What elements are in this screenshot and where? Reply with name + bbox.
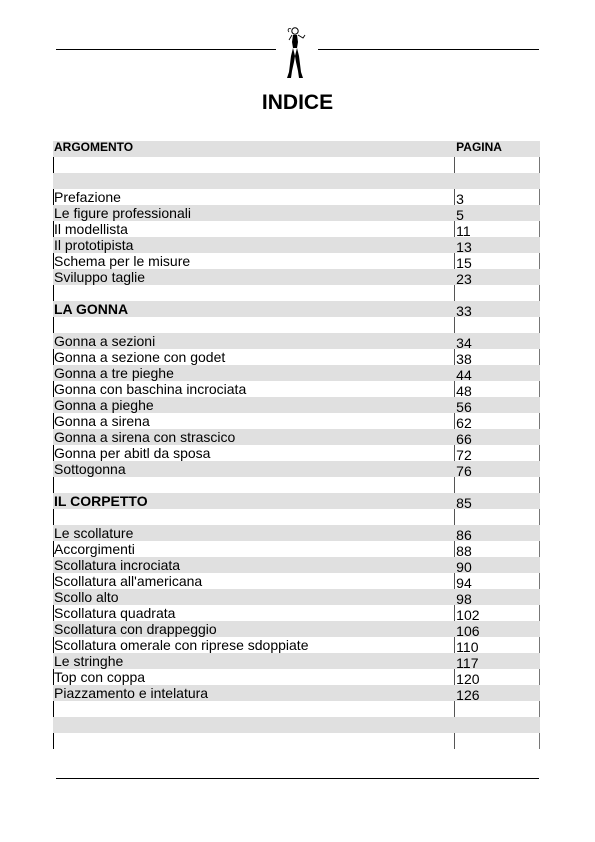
row-pagina: 126: [456, 687, 480, 701]
row-pagina: 13: [456, 239, 472, 253]
row-pagina: 11: [456, 223, 471, 237]
row-pagina: 117: [456, 655, 479, 669]
row-argomento: Gonna a tre pieghe: [54, 365, 174, 381]
table-row: [53, 701, 540, 717]
table-row: [53, 461, 540, 477]
index-table: [53, 141, 540, 749]
column-header-argomento: ARGOMENTO: [54, 141, 134, 154]
table-row: [53, 221, 540, 237]
row-argomento: Scollatura con drappeggio: [54, 621, 217, 637]
row-pagina: 33: [456, 303, 472, 317]
table-row: [53, 685, 540, 701]
table-row: [53, 285, 540, 301]
table-row: [53, 557, 540, 573]
table-header-row: [53, 141, 540, 157]
row-pagina: [454, 173, 540, 189]
table-row: [53, 605, 540, 621]
row-argomento: [53, 717, 454, 733]
page-title: INDICE: [261, 91, 334, 114]
row-pagina: 94: [456, 575, 472, 589]
table-row: [53, 653, 540, 669]
fashion-figure-icon: [281, 26, 309, 80]
row-argomento: Schema per le misure: [54, 253, 191, 269]
table-row: [53, 189, 540, 205]
row-pagina: 102: [456, 607, 480, 621]
row-pagina: 106: [456, 623, 480, 637]
row-argomento: Piazzamento e intelatura: [54, 685, 209, 701]
table-row: [53, 509, 540, 525]
table-row: [53, 541, 540, 557]
row-pagina: [454, 701, 540, 717]
row-argomento: Accorgimenti: [54, 541, 135, 557]
row-pagina: 76: [456, 463, 472, 477]
table-row: [53, 237, 540, 253]
row-pagina: [454, 157, 540, 173]
row-pagina: 62: [456, 415, 472, 429]
row-argomento: [53, 157, 454, 173]
table-row: [53, 333, 540, 349]
table-row: [53, 205, 540, 221]
row-pagina: 90: [456, 559, 472, 573]
table-row: [53, 173, 540, 189]
row-argomento: Sottogonna: [54, 461, 126, 477]
row-pagina: 120: [456, 671, 480, 685]
row-argomento: Scollatura incrociata: [54, 557, 181, 573]
row-pagina: 72: [456, 447, 472, 461]
row-argomento: Gonna a sirena: [54, 413, 150, 429]
row-pagina: 34: [456, 335, 472, 349]
row-pagina: 3: [456, 191, 464, 205]
row-argomento: [53, 477, 454, 493]
table-row: [53, 381, 540, 397]
row-argomento: Le stringhe: [54, 653, 124, 669]
row-argomento: LA GONNA: [54, 301, 129, 317]
row-pagina: 88: [456, 543, 472, 557]
row-argomento: Il prototipista: [54, 237, 134, 253]
row-pagina: 66: [456, 431, 472, 445]
table-row: [53, 445, 540, 461]
row-argomento: Il modellista: [54, 221, 128, 237]
row-pagina: 110: [456, 639, 479, 653]
row-argomento: IL CORPETTO: [54, 493, 148, 509]
row-pagina: [454, 477, 540, 493]
section-row: [53, 493, 540, 509]
row-argomento: [53, 285, 454, 301]
top-rule-right: [318, 49, 539, 50]
row-pagina: 44: [456, 367, 472, 381]
row-pagina: 48: [456, 383, 472, 397]
table-row: [53, 349, 540, 365]
row-pagina: [454, 509, 540, 525]
row-argomento: Gonna a sirena con strascico: [54, 429, 236, 445]
row-pagina: 98: [456, 591, 472, 605]
table-row: [53, 477, 540, 493]
row-pagina: [454, 733, 540, 749]
table-row: [53, 253, 540, 269]
row-argomento: Scollatura quadrata: [54, 605, 176, 621]
table-row: [53, 429, 540, 445]
row-argomento: Gonna a pieghe: [54, 397, 154, 413]
row-argomento: Scollo alto: [54, 589, 119, 605]
row-argomento: [53, 733, 454, 749]
row-argomento: Sviluppo taglie: [54, 269, 146, 285]
row-argomento: Scollatura omerale con riprese sdoppiate: [54, 637, 309, 653]
row-argomento: Gonna per abitl da sposa: [54, 445, 211, 461]
table-row: [53, 365, 540, 381]
bottom-rule: [56, 778, 539, 779]
row-argomento: Prefazione: [54, 189, 121, 205]
table-row: [53, 621, 540, 637]
row-argomento: Gonna a sezione con godet: [54, 349, 226, 365]
table-row: [53, 269, 540, 285]
row-pagina: 56: [456, 399, 472, 413]
table-row: [53, 573, 540, 589]
table-row: [53, 317, 540, 333]
table-row: [53, 157, 540, 173]
table-row: [53, 717, 540, 733]
row-pagina: [454, 285, 540, 301]
row-pagina: 38: [456, 351, 472, 365]
row-argomento: Gonna a sezioni: [54, 333, 156, 349]
row-argomento: Le scollature: [54, 525, 134, 541]
row-argomento: [53, 317, 454, 333]
row-argomento: Gonna con baschina incrociata: [54, 381, 247, 397]
row-argomento: Scollatura all'americana: [54, 573, 203, 589]
section-row: [53, 301, 540, 317]
row-pagina: 86: [456, 527, 472, 541]
top-rule-left: [56, 49, 276, 50]
column-header-pagina: PAGINA: [456, 141, 502, 154]
row-pagina: 15: [456, 255, 472, 269]
row-pagina: [454, 317, 540, 333]
row-pagina: 5: [456, 207, 464, 221]
row-argomento: [53, 701, 454, 717]
row-argomento: Le figure professionali: [54, 205, 191, 221]
row-argomento: Top con coppa: [54, 669, 146, 685]
row-argomento: [53, 509, 454, 525]
row-argomento: [53, 173, 454, 189]
table-row: [53, 637, 540, 653]
row-pagina: [454, 717, 540, 733]
table-row: [53, 525, 540, 541]
table-row: [53, 397, 540, 413]
table-row: [53, 413, 540, 429]
table-row: [53, 589, 540, 605]
row-pagina: 23: [456, 271, 472, 285]
row-pagina: 85: [456, 495, 472, 509]
table-row: [53, 669, 540, 685]
table-row: [53, 733, 540, 749]
